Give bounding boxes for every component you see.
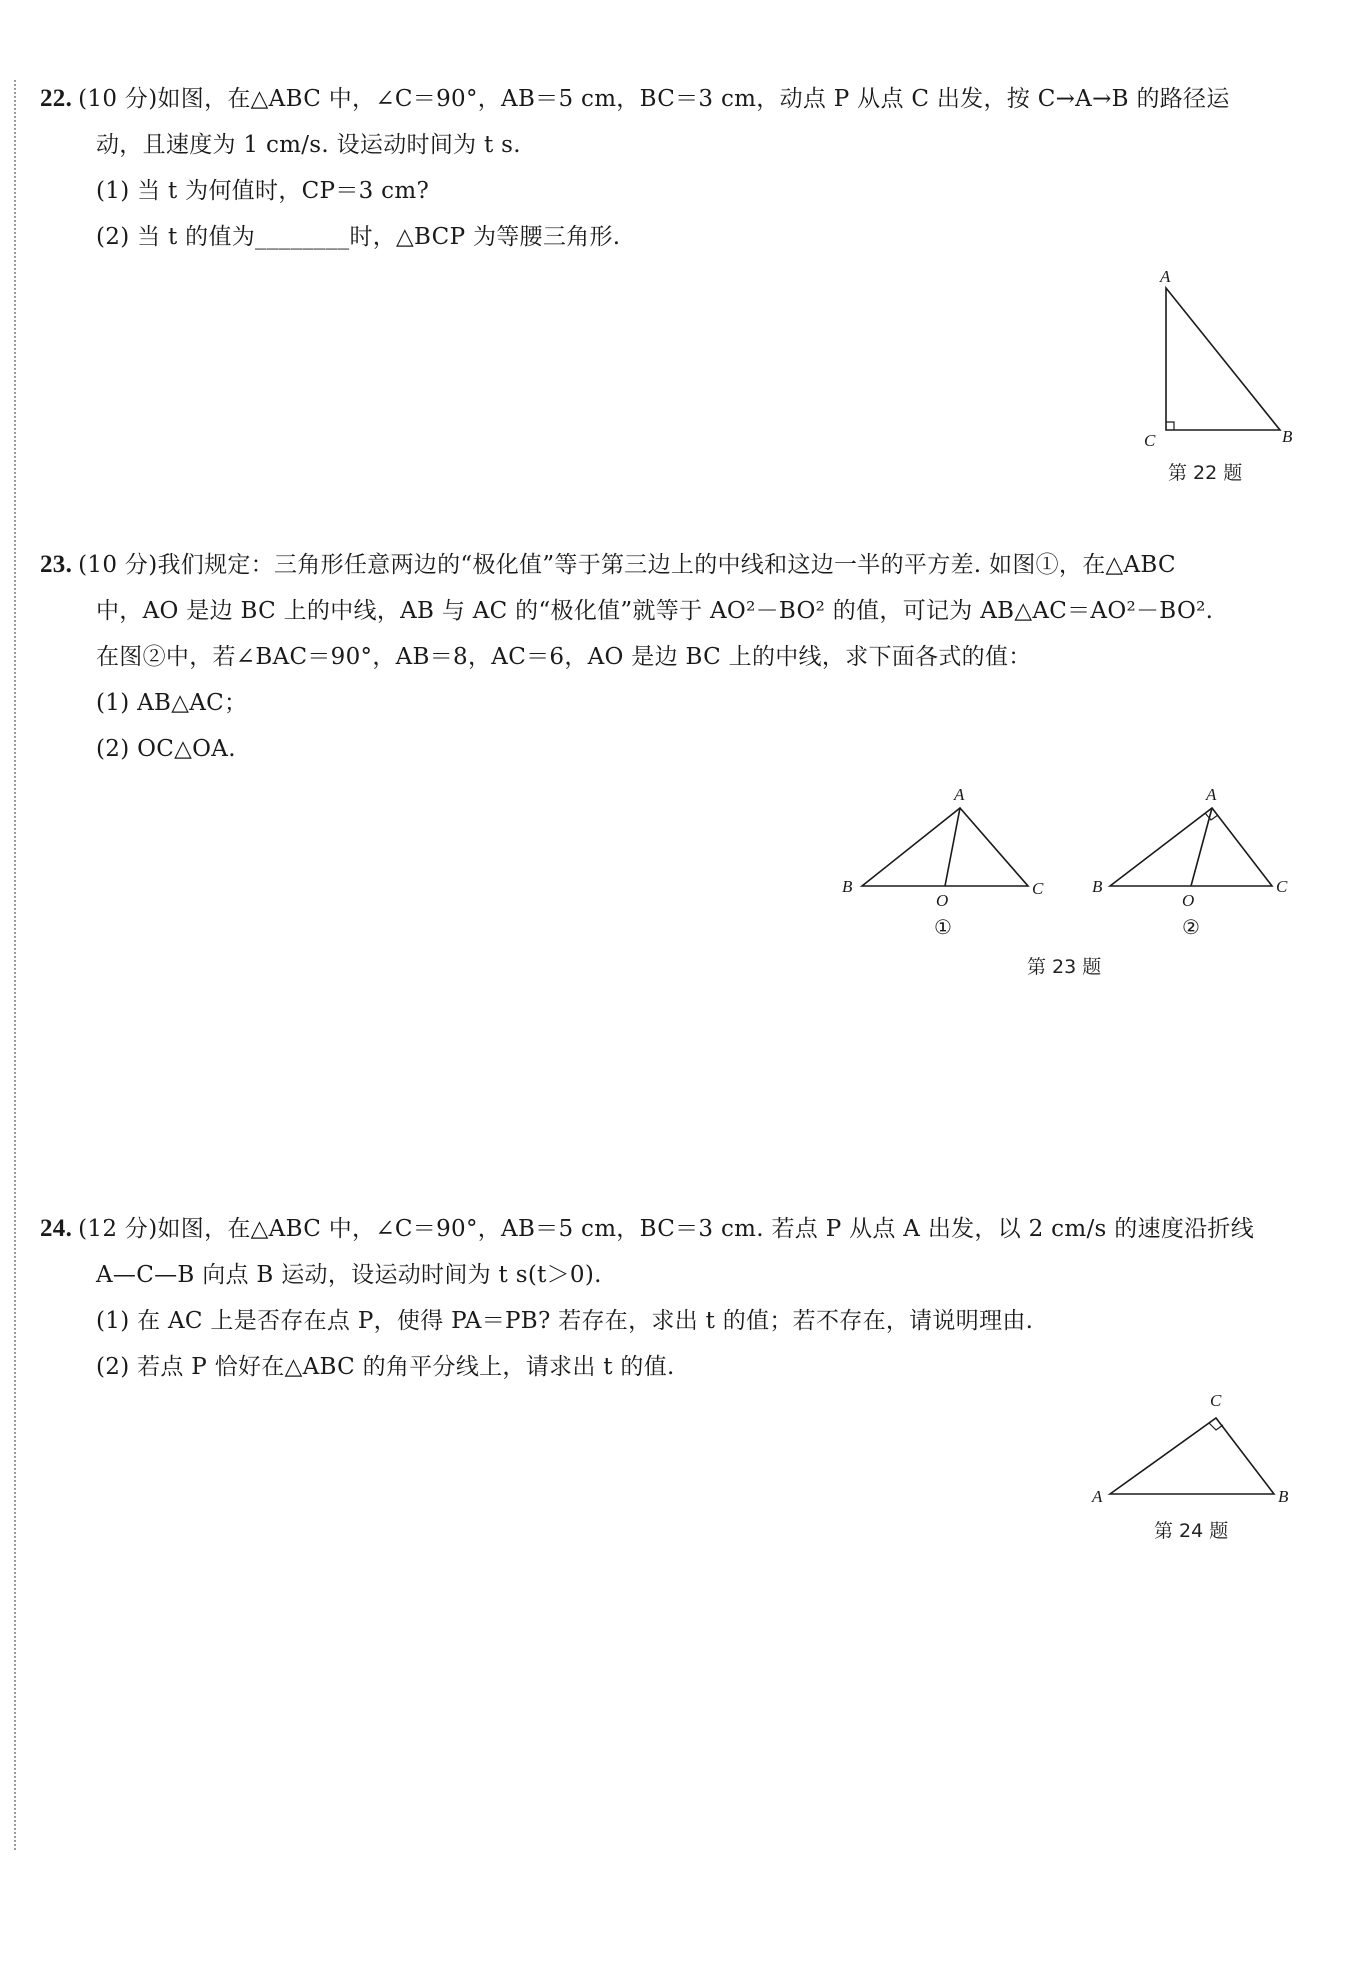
problem-text: 我们规定：三角形任意两边的“极化值”等于第三边上的中线和这边一半的平方差. 如图①，在△ABC	[157, 552, 1176, 578]
triangle-abc-figure-1	[862, 808, 1028, 886]
fig1-label-c: C	[1032, 879, 1044, 898]
fig2-label-o: O	[1182, 891, 1195, 910]
triangle-abc	[1166, 288, 1280, 430]
problem-23-question-2: (2) OC△OA.	[96, 736, 236, 762]
vertex-label-b: B	[1282, 427, 1293, 446]
problem-24-question-2: (2) 若点 P 恰好在△ABC 的角平分线上，请求出 t 的值.	[96, 1354, 675, 1380]
figure-22-caption: 第 22 题	[1168, 462, 1243, 484]
binding-margin-line	[14, 80, 16, 1850]
triangle-abc	[1110, 1418, 1274, 1494]
vertex-label-c: C	[1210, 1391, 1222, 1410]
right-angle-mark	[1166, 422, 1174, 430]
problem-23-line-2: 中，AO 是边 BC 上的中线，AB 与 AC 的“极化值”就等于 AO²－BO² 的值，可记为 AB△AC＝AO²－BO².	[96, 598, 1214, 624]
median-ao-figure-1	[945, 808, 960, 886]
problem-text: 如图，在△ABC 中，∠C＝90°，AB＝5 cm，BC＝3 cm. 若点 P 从点 A 出发，以 2 cm/s 的速度沿折线	[157, 1216, 1255, 1242]
triangle-abc-figure-2	[1110, 808, 1272, 886]
fig2-marker: ②	[1182, 917, 1200, 939]
problem-24-question-1: (1) 在 AC 上是否存在点 P，使得 PA＝PB? 若存在，求出 t 的值；若不存在，请说明理由.	[96, 1308, 1034, 1334]
fig2-label-c: C	[1276, 877, 1288, 896]
vertex-label-a: A	[1160, 267, 1171, 286]
problem-24-line-2: A—C—B 向点 B 运动，设运动时间为 t s(t＞0).	[96, 1262, 602, 1288]
figure-22-triangle	[1130, 266, 1300, 456]
problem-23-question-1: (1) AB△AC；	[96, 690, 248, 716]
problem-points: (12 分)	[78, 1216, 158, 1242]
problem-points: (10 分)	[78, 86, 158, 112]
problem-23-line-1	[40, 542, 1300, 588]
vertex-label-a: A	[1092, 1487, 1103, 1504]
fig2-label-a: A	[1206, 785, 1217, 804]
problem-24	[40, 1206, 1300, 1390]
problem-24-line-1	[40, 1206, 1300, 1252]
problem-23	[40, 542, 1300, 772]
figure-23-triangles	[836, 782, 1296, 942]
fig1-label-o: O	[936, 891, 949, 910]
fig2-label-b: B	[1092, 877, 1103, 896]
vertex-label-b: B	[1278, 1487, 1289, 1504]
figure-23-caption: 第 23 题	[1027, 956, 1102, 978]
problem-22-question-1: (1) 当 t 为何值时，CP＝3 cm?	[96, 178, 430, 204]
figure-22	[1130, 266, 1300, 460]
figure-24-caption: 第 24 题	[1154, 1520, 1229, 1542]
fig1-marker: ①	[934, 917, 952, 939]
problem-text: 如图，在△ABC 中，∠C＝90°，AB＝5 cm，BC＝3 cm，动点 P 从点 C 出发，按 C→A→B 的路径运	[157, 86, 1230, 112]
figure-23	[836, 782, 1296, 946]
problem-22-line-2: 动，且速度为 1 cm/s. 设运动时间为 t s.	[96, 132, 521, 158]
problem-22-question-2: (2) 当 t 的值为________时，△BCP 为等腰三角形.	[96, 224, 621, 250]
problem-22	[40, 76, 1300, 260]
problem-23-line-3: 在图②中，若∠BAC＝90°，AB＝8，AC＝6，AO 是边 BC 上的中线，求下面各式的值：	[96, 644, 1032, 670]
fig1-label-a: A	[954, 785, 965, 804]
problem-22-line-1	[40, 76, 1300, 122]
fig1-label-b: B	[842, 877, 853, 896]
problem-number: 24.	[40, 1215, 73, 1242]
problem-points: (10 分)	[78, 552, 158, 578]
problem-number: 23.	[40, 551, 73, 578]
figure-24-triangle	[1086, 1384, 1306, 1504]
vertex-label-c: C	[1144, 431, 1156, 450]
figure-24	[1086, 1384, 1306, 1508]
median-ao-figure-2	[1191, 808, 1212, 886]
problem-number: 22.	[40, 85, 73, 112]
